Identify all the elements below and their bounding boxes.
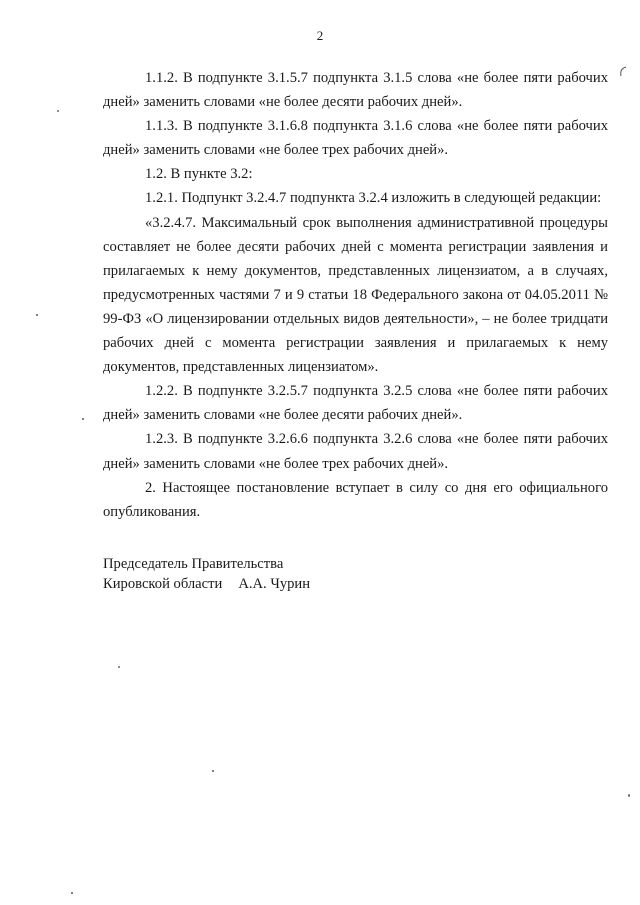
page-number: 2 [316, 28, 324, 43]
paragraph-1-1-2: 1.1.2. В подпункте 3.1.5.7 подпункта 3.1.5 слова «не более пяти рабочих дней» заменить словами «не более десяти рабочих дней». [103, 70, 608, 111]
scan-speck [118, 666, 120, 668]
scan-speck [36, 314, 38, 316]
scan-speck [82, 418, 84, 420]
signature-block [103, 554, 310, 594]
scan-speck [628, 794, 630, 797]
scan-speck [71, 892, 73, 894]
signature-line-2 [103, 574, 310, 594]
paragraph-quote-3-2-4-7: «3.2.4.7. Максимальный срок выполнения административной процедуры составляет не более десяти рабочих дней с момента регистрации заявления и прилагаемых к нему документов, представленных лицензиатом, а в случаях, предусмотренных частями 7 и 9 статьи 18 Федерального закона от 04.05.2011 № 99-ФЗ «О лицензировании отдельных видов деятельности», – не более тридцати рабочих дней с момента регистрации заявления и прилагаемых к нему документов, представленных лицензиатом». [103, 214, 608, 376]
margin-mark [619, 66, 628, 78]
paragraph-1-2: 1.2. В пункте 3.2: [145, 166, 253, 183]
paragraph-1-2-1: 1.2.1. Подпункт 3.2.4.7 подпункта 3.2.4 изложить в следующей редакции: [145, 190, 602, 207]
document-body [103, 66, 608, 524]
signature-name: А.А. Чурин [238, 576, 311, 592]
signature-position: Председатель Правительства [103, 556, 284, 572]
paragraph-1-1-3: 1.1.3. В подпункте 3.1.6.8 подпункта 3.1.6 слова «не более пяти рабочих дней» заменить словами «не более трех рабочих дней». [103, 118, 608, 159]
paragraph-1-2-2: 1.2.2. В подпункте 3.2.5.7 подпункта 3.2.5 слова «не более пяти рабочих дней» заменить словами «не более десяти рабочих дней». [103, 383, 608, 424]
signature-region: Кировской области [103, 576, 223, 592]
scan-speck [57, 110, 59, 112]
paragraph-1-2-3: 1.2.3. В подпункте 3.2.6.6 подпункта 3.2.6 слова «не более пяти рабочих дней» заменить словами «не более трех рабочих дней». [103, 431, 608, 472]
scan-speck [212, 770, 214, 772]
paragraph-2: 2. Настоящее постановление вступает в силу со дня его официального опубликования. [103, 479, 608, 520]
